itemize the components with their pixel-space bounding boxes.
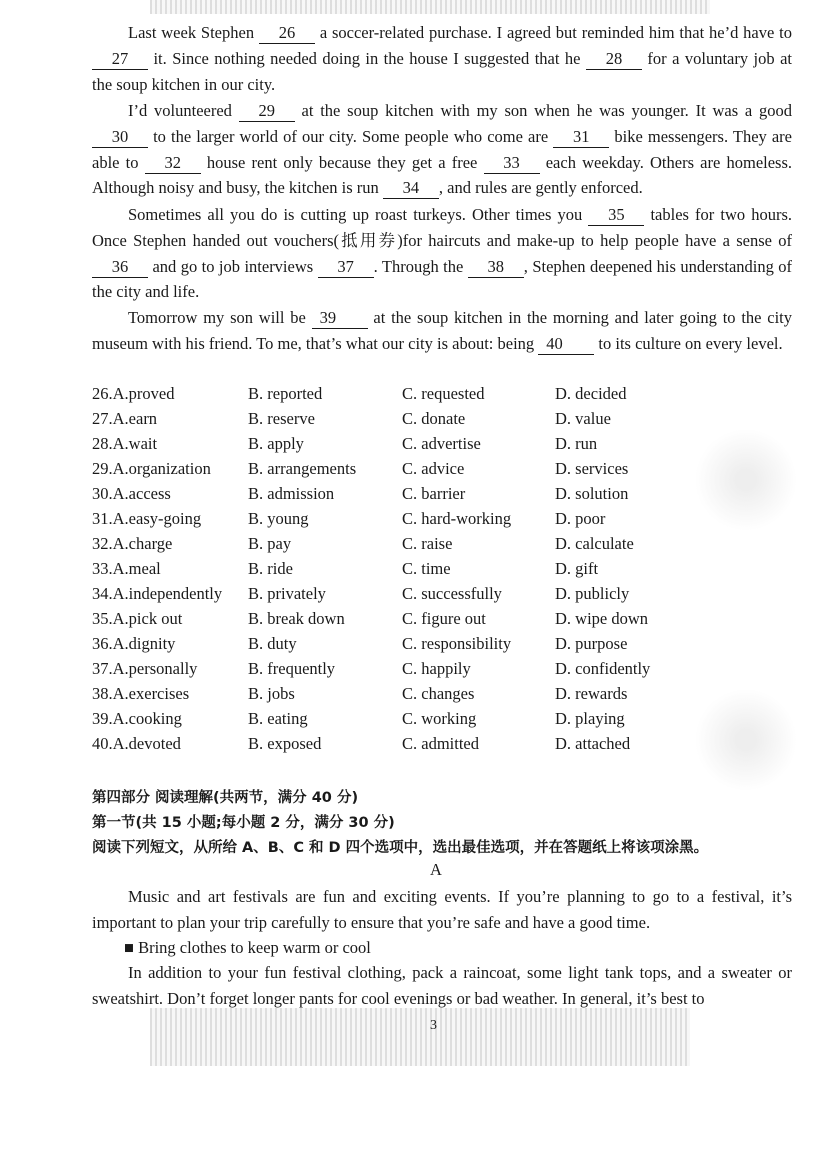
option-b: B. arrangements	[248, 459, 357, 478]
option-row	[92, 681, 712, 706]
text-run: Last week Stephen	[128, 23, 255, 42]
scan-noise-top	[150, 0, 710, 14]
option-row	[92, 481, 712, 506]
option-row	[92, 431, 712, 456]
text-run: In addition to your fun festival clothing, pack a raincoat, some light tank tops, and a sweater or sweatshirt. Don’t forget longer pants for cool evenings or bad weather. In general, it’s best to	[92, 963, 792, 1008]
option-c: C. advertise	[402, 434, 481, 453]
text-run: at the soup kitchen with my son when he was younger. It was a good	[301, 101, 793, 120]
option-d: D. poor	[555, 509, 606, 528]
option-a: 29.A.organization	[92, 459, 211, 478]
text-run: Tomorrow my son will be	[128, 308, 306, 327]
option-a: 31.A.easy-going	[92, 509, 202, 528]
option-a: 39.A.cooking	[92, 709, 182, 728]
square-bullet-icon: ■	[124, 938, 134, 957]
option-b: B. ride	[248, 559, 293, 578]
option-row	[92, 631, 712, 656]
option-b: B. eating	[248, 709, 308, 728]
option-row	[92, 706, 712, 731]
option-row	[92, 506, 712, 531]
option-d: D. decided	[555, 384, 627, 403]
option-c: C. successfully	[402, 584, 502, 603]
text-run: at the soup kitchen in the morning and later going to the city museum with his friend. To me, that’s what our city is about: being	[92, 308, 793, 353]
option-row	[92, 531, 712, 556]
option-b: B. duty	[248, 634, 297, 653]
option-c: C. barrier	[402, 484, 466, 503]
option-a: 40.A.devoted	[92, 734, 181, 753]
option-d: D. rewards	[555, 684, 628, 703]
option-b: B. admission	[248, 484, 335, 503]
option-a: 37.A.personally	[92, 659, 198, 678]
option-c: C. hard-working	[402, 509, 512, 528]
scan-noise-bottom	[150, 1008, 690, 1066]
option-d: D. publicly	[555, 584, 630, 603]
passage-paragraph-3	[92, 202, 792, 305]
option-a: 38.A.exercises	[92, 684, 190, 703]
blank-29: 29	[239, 101, 295, 122]
option-a: 32.A.charge	[92, 534, 173, 553]
blank-27: 27	[92, 49, 148, 70]
option-a: 35.A.pick out	[92, 609, 183, 628]
option-d: D. solution	[555, 484, 629, 503]
text-run: , and rules are gently enforced.	[438, 178, 643, 198]
blank-36: 36	[92, 257, 148, 278]
option-b: B. privately	[248, 584, 326, 603]
option-c: C. happily	[402, 659, 471, 678]
option-a: 34.A.independently	[92, 584, 223, 603]
option-row	[92, 381, 712, 406]
option-b: B. pay	[248, 534, 292, 553]
option-a: 36.A.dignity	[92, 634, 176, 653]
option-c: C. donate	[402, 409, 466, 428]
blank-38: 38	[468, 257, 524, 278]
option-a: 28.A.wait	[92, 434, 158, 453]
option-row	[92, 581, 712, 606]
blank-30: 30	[92, 127, 148, 148]
option-row	[92, 731, 712, 756]
option-b: B. reserve	[248, 409, 315, 428]
option-b: B. exposed	[248, 734, 322, 753]
option-b: B. jobs	[248, 684, 295, 703]
text-run: and go to job interviews	[152, 256, 314, 276]
option-d: D. confidently	[555, 659, 651, 678]
blank-31: 31	[553, 127, 609, 148]
option-d: D. playing	[555, 709, 625, 728]
text-run: , Stephen deepened his understanding of the city and life.	[92, 256, 793, 302]
option-b: B. young	[248, 509, 309, 528]
option-row	[92, 556, 712, 581]
reading-intro	[92, 884, 792, 936]
option-c: C. raise	[402, 534, 453, 553]
section-subheading: 第一节(共 15 小题;每小题 2 分，满分 30 分)	[92, 815, 395, 831]
option-row	[92, 606, 712, 631]
option-row	[92, 656, 712, 681]
text-run: Music and art festivals are fun and exciting events. If you’re planning to go to a festival, it’s important to plan your trip carefully to ensure that you’re safe and have a good time.	[92, 887, 792, 932]
option-d: D. calculate	[555, 534, 634, 553]
option-a: 30.A.access	[92, 484, 171, 503]
option-d: D. wipe down	[555, 609, 649, 628]
option-d: D. value	[555, 409, 611, 428]
text-run: house rent only because they get a free	[206, 152, 478, 172]
text-run: tables for two hours. Once Stephen handed out vouchers(抵用券)for haircuts and make-up to help people have a sense of	[92, 205, 792, 250]
option-c: C. responsibility	[402, 634, 512, 653]
blank-39: 39	[312, 308, 368, 329]
text-run: it. Since nothing needed doing in the house I suggested that he	[153, 48, 581, 68]
passage-paragraph-1	[92, 20, 792, 97]
option-a: 26.A.proved	[92, 384, 175, 403]
passage-label: A	[430, 860, 442, 879]
option-row	[92, 456, 712, 481]
text-run: to the larger world of our city. Some people who come are	[153, 126, 549, 146]
blank-34: 34	[383, 178, 439, 199]
blank-37: 37	[318, 257, 374, 278]
option-c: C. time	[402, 559, 451, 578]
option-d: D. gift	[555, 559, 599, 578]
option-a: 33.A.meal	[92, 559, 161, 578]
option-d: D. purpose	[555, 634, 628, 653]
option-d: D. services	[555, 459, 629, 478]
text-run: I’d volunteered	[128, 101, 232, 120]
passage-paragraph-2	[92, 98, 792, 201]
blank-28: 28	[586, 49, 642, 70]
option-row	[92, 406, 712, 431]
section-instruction: 阅读下列短文，从所给 A、B、C 和 D 四个选项中，选出最佳选项，并在答题纸上将该项涂黑。	[92, 840, 709, 856]
reading-body	[92, 960, 792, 1012]
bullet-title: Bring clothes to keep warm or cool	[138, 938, 371, 957]
text-run: for a voluntary job at the soup kitchen in our city.	[92, 48, 792, 94]
blank-32: 32	[145, 153, 201, 174]
blank-35: 35	[588, 205, 644, 226]
text-run: a soccer-related purchase. I agreed but reminded him that he’d have to	[319, 23, 793, 42]
blank-26: 26	[259, 23, 315, 44]
option-b: B. apply	[248, 434, 304, 453]
text-run: to its culture on every level.	[598, 333, 783, 353]
option-c: C. working	[402, 709, 477, 728]
page-number: 3	[430, 1018, 437, 1033]
text-run: Sometimes all you do is cutting up roast turkeys. Other times you	[128, 205, 583, 224]
option-a: 27.A.earn	[92, 409, 158, 428]
option-d: D. run	[555, 434, 598, 453]
option-b: B. reported	[248, 384, 323, 403]
option-c: C. advice	[402, 459, 465, 478]
text-run: each weekday. Others are homeless. Although noisy and busy, the kitchen is run	[92, 152, 793, 198]
option-d: D. attached	[555, 734, 631, 753]
option-c: C. changes	[402, 684, 475, 703]
option-b: B. break down	[248, 609, 345, 628]
option-c: C. requested	[402, 384, 485, 403]
text-run: . Through the	[373, 256, 464, 276]
options-table	[92, 381, 712, 756]
option-c: C. figure out	[402, 609, 486, 628]
passage-paragraph-4	[92, 305, 792, 357]
bullet-heading	[124, 935, 371, 960]
option-b: B. frequently	[248, 659, 336, 678]
section-heading: 第四部分 阅读理解(共两节，满分 40 分)	[92, 790, 359, 806]
blank-33: 33	[484, 153, 540, 174]
blank-40: 40	[538, 334, 594, 355]
text-run: bike messengers. They are able to	[92, 126, 792, 172]
option-c: C. admitted	[402, 734, 479, 753]
